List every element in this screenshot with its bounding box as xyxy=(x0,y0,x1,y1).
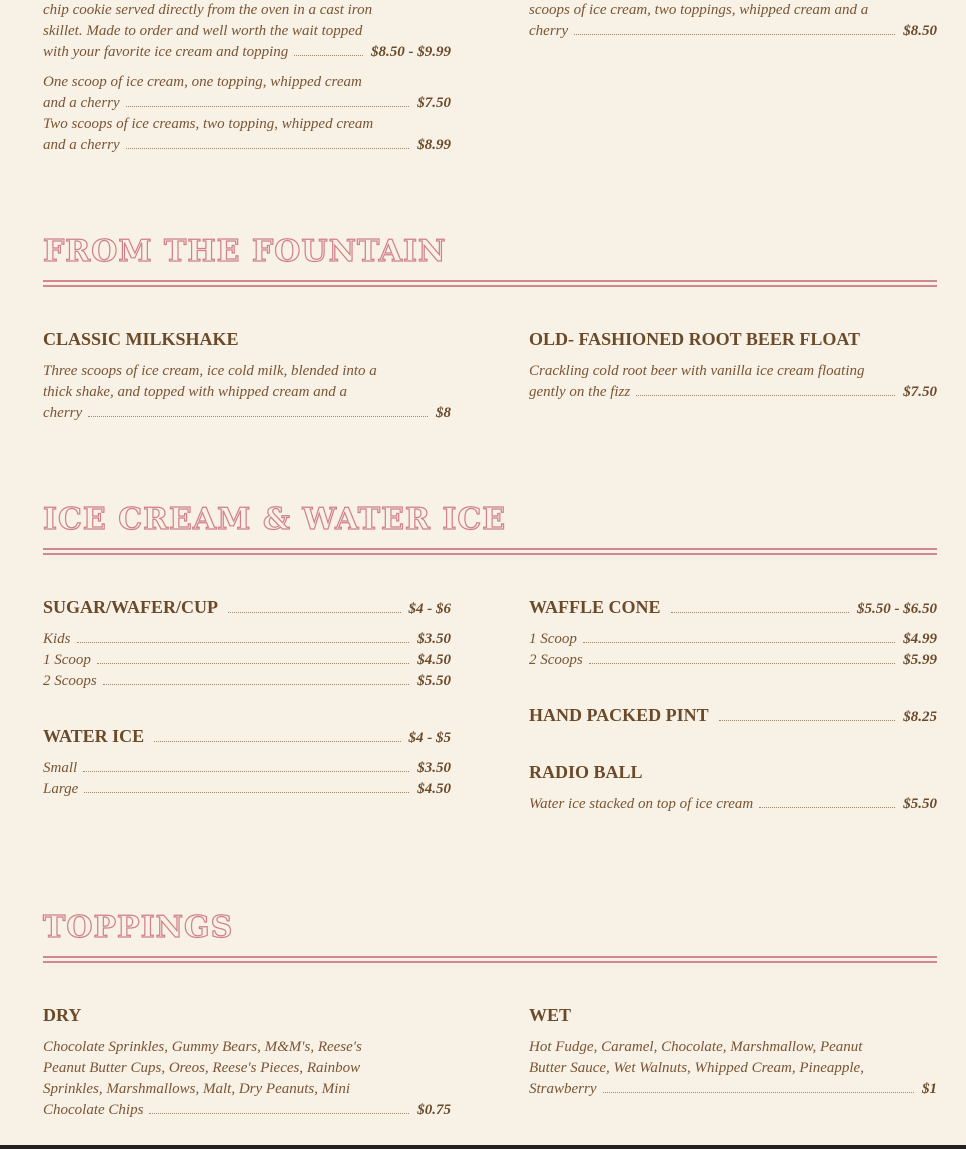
option-price: $4.50 xyxy=(417,652,451,668)
item-price: $7.50 xyxy=(417,95,451,111)
desc-line: Strawberry xyxy=(529,1081,597,1097)
price-line xyxy=(529,21,937,42)
water-ice-header xyxy=(43,726,451,747)
desc-line: with your favorite ice cream and topping xyxy=(43,44,289,60)
option-label: Large xyxy=(43,781,79,797)
wet-toppings-description xyxy=(529,1037,937,1100)
root-beer-float-price: $7.50 xyxy=(903,384,937,400)
dot-leader xyxy=(636,395,895,396)
option-label: 1 Scoop xyxy=(529,631,577,647)
dot-leader xyxy=(97,663,409,664)
desc-line: Sprinkles, Marshmallows, Malt, Dry Peanuts, Mini xyxy=(43,1081,351,1097)
dot-leader xyxy=(84,792,409,793)
dry-toppings-title: DRY xyxy=(43,1005,82,1025)
dry-toppings-description xyxy=(43,1037,451,1121)
waffle-cone-options xyxy=(529,629,937,671)
list-item xyxy=(43,758,451,779)
desc-line: Crackling cold root beer with vanilla ice cream floating xyxy=(529,363,865,379)
desc-line: scoops of ice cream, two toppings, whipped cream and a xyxy=(529,2,869,18)
dot-leader xyxy=(126,148,410,149)
desc-line: thick shake, and topped with whipped cream and a xyxy=(43,384,347,400)
radio-ball-price: $5.50 xyxy=(903,796,937,812)
waffle-cone-title: WAFFLE CONE xyxy=(529,597,661,617)
bottom-edge-bar xyxy=(0,1145,966,1149)
option-label: 2 Scoops xyxy=(529,652,583,668)
price-line xyxy=(529,1079,937,1100)
dot-leader xyxy=(88,416,428,417)
desc-line: Chocolate Sprinkles, Gummy Bears, M&M's, Reese's xyxy=(43,1039,362,1055)
section-divider xyxy=(43,548,937,555)
desc-line: skillet. Made to order and well worth the wait topped xyxy=(43,23,363,39)
option-price: $5.50 xyxy=(417,673,451,689)
price-line xyxy=(43,403,451,424)
dot-leader xyxy=(77,642,410,643)
option-label: Small xyxy=(43,760,78,776)
dot-leader xyxy=(149,1113,409,1114)
list-item xyxy=(529,650,937,671)
root-beer-float-title: OLD- FASHIONED ROOT BEER FLOAT xyxy=(529,329,861,349)
skillet-cookie-price-line xyxy=(43,42,451,63)
dot-leader xyxy=(671,612,849,613)
price-line xyxy=(43,93,451,114)
option-label: 2 Scoops xyxy=(43,673,97,689)
dot-leader xyxy=(759,807,895,808)
dot-leader xyxy=(154,741,400,742)
list-item xyxy=(43,629,451,650)
price-line xyxy=(43,1100,451,1121)
top-right-item xyxy=(529,0,937,42)
item-price: $8.99 xyxy=(417,137,451,153)
water-ice-price: $4 - $5 xyxy=(408,730,451,746)
radio-ball-description xyxy=(529,794,937,815)
price-line xyxy=(43,135,451,156)
wet-toppings-price: $1 xyxy=(922,1081,937,1097)
classic-milkshake-title: CLASSIC MILKSHAKE xyxy=(43,329,239,349)
option-price: $5.99 xyxy=(903,652,937,668)
desc-line: Butter Sauce, Wet Walnuts, Whipped Cream, Pineapple, xyxy=(529,1060,864,1076)
desc-line: Peanut Butter Cups, Oreos, Reese's Pieces, Rainbow xyxy=(43,1060,361,1076)
water-ice-options xyxy=(43,758,451,800)
list-item xyxy=(43,779,451,800)
option-price: $3.50 xyxy=(417,631,451,647)
section-divider xyxy=(43,280,937,287)
price-line xyxy=(529,382,937,403)
hand-packed-pint-header xyxy=(529,705,937,726)
dot-leader xyxy=(719,720,896,721)
waffle-cone-price: $5.50 - $6.50 xyxy=(857,601,937,617)
desc-line: Water ice stacked on top of ice cream xyxy=(529,796,754,812)
dry-toppings-price: $0.75 xyxy=(417,1102,451,1118)
dot-leader xyxy=(574,34,895,35)
list-item xyxy=(529,629,937,650)
desc-line: One scoop of ice cream, one topping, whipped cream xyxy=(43,74,362,90)
list-item xyxy=(43,671,451,692)
dot-leader xyxy=(103,684,410,685)
classic-milkshake-price: $8 xyxy=(436,405,451,421)
waffle-cone-header xyxy=(529,597,937,618)
root-beer-float-description xyxy=(529,361,937,403)
water-ice-title: WATER ICE xyxy=(43,726,145,746)
option-price: $3.50 xyxy=(417,760,451,776)
wet-toppings-title: WET xyxy=(529,1005,572,1025)
section-divider xyxy=(43,956,937,963)
desc-line: cherry xyxy=(43,405,83,421)
desc-line: Hot Fudge, Caramel, Chocolate, Marshmallow, Peanut xyxy=(529,1039,863,1055)
section-title-fountain: FROM THE FOUNTAIN xyxy=(43,234,447,269)
price-line xyxy=(529,794,937,815)
option-label: 1 Scoop xyxy=(43,652,91,668)
desc-line: chip cookie served directly from the oven in a cast iron xyxy=(43,2,373,18)
dot-leader xyxy=(603,1092,915,1093)
desc-line: Chocolate Chips xyxy=(43,1102,144,1118)
sugar-wafer-cup-header xyxy=(43,597,451,618)
section-title-toppings: TOPPINGS xyxy=(43,910,234,945)
sugar-wafer-cup-options xyxy=(43,629,451,692)
dot-leader xyxy=(294,55,363,56)
sundae-two-scoops xyxy=(43,114,451,156)
classic-milkshake-description xyxy=(43,361,451,424)
radio-ball-title: RADIO BALL xyxy=(529,762,643,782)
hand-packed-pint-title: HAND PACKED PINT xyxy=(529,705,709,725)
sundae-one-scoop xyxy=(43,72,451,114)
desc-line: gently on the fizz xyxy=(529,384,631,400)
dot-leader xyxy=(583,642,895,643)
dot-leader xyxy=(126,106,410,107)
desc-line: and a cherry xyxy=(43,95,120,111)
option-price: $4.50 xyxy=(417,781,451,797)
list-item xyxy=(43,650,451,671)
sugar-wafer-cup-title: SUGAR/WAFER/CUP xyxy=(43,597,219,617)
skillet-cookie-price: $8.50 - $9.99 xyxy=(371,44,451,60)
hand-packed-pint-price: $8.25 xyxy=(903,709,937,725)
desc-line: Three scoops of ice cream, ice cold milk, blended into a xyxy=(43,363,377,379)
desc-line: Two scoops of ice creams, two topping, whipped cream xyxy=(43,116,374,132)
option-label: Kids xyxy=(43,631,71,647)
sugar-wafer-cup-price: $4 - $6 xyxy=(408,601,451,617)
dot-leader xyxy=(589,663,896,664)
desc-line: cherry xyxy=(529,23,569,39)
dot-leader xyxy=(228,612,400,613)
skillet-cookie-description xyxy=(43,0,451,63)
section-title-ice-cream: ICE CREAM & WATER ICE xyxy=(43,502,507,537)
dot-leader xyxy=(83,771,409,772)
option-price: $4.99 xyxy=(903,631,937,647)
desc-line: and a cherry xyxy=(43,137,120,153)
item-price: $8.50 xyxy=(903,23,937,39)
